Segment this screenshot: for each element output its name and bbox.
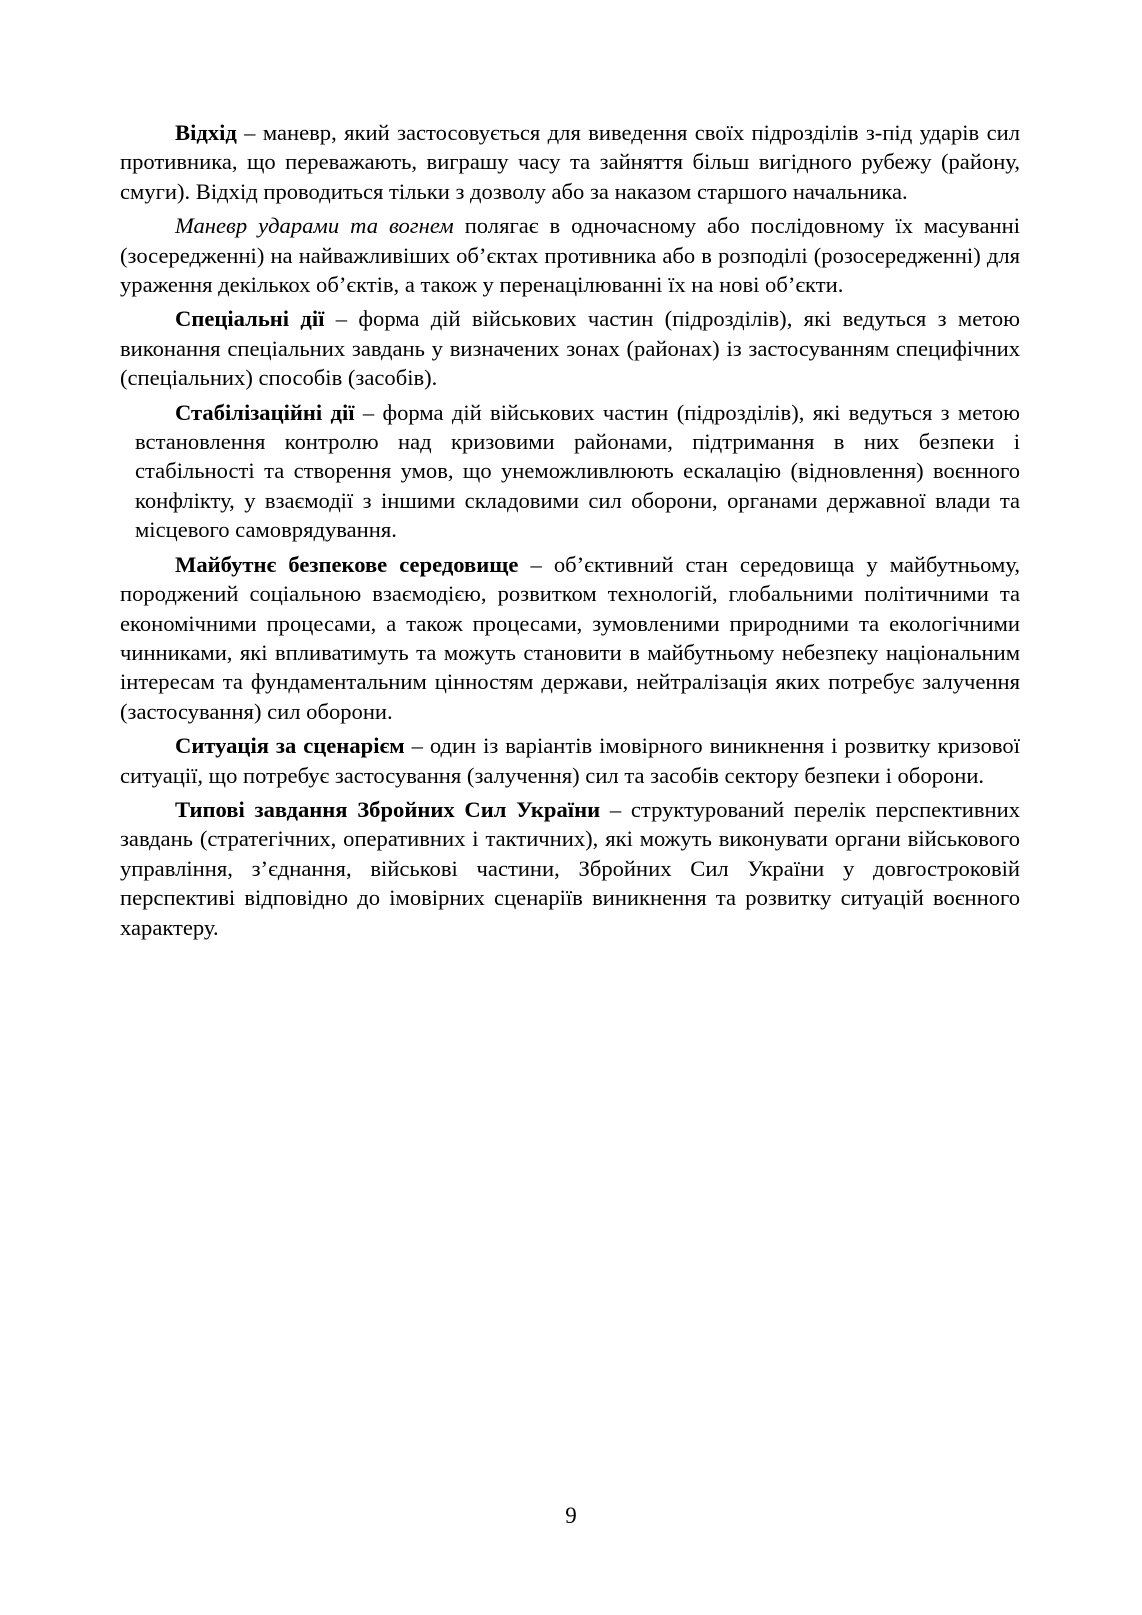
term-typical-tasks: Типові завдання Збройних Сил України — [175, 796, 601, 822]
term-future-security-environment: Майбутнє безпекове середовище — [175, 551, 519, 577]
document-page — [120, 118, 1020, 1558]
term-stabilization-actions: Стабілізаційні дії — [175, 399, 355, 425]
term-retreat: Відхід — [175, 120, 237, 145]
definition-special-actions: – форма дій військових частин (підрозділів), які ведуться з метою виконання спеціальних завдань у визначених зонах (районах) із застосуванням специфічних (спеціальних) способів (засобів). — [120, 306, 1020, 391]
term-special-actions: Спеціальні дії — [175, 306, 325, 332]
term-scenario-situation: Ситуація за сценарієм — [175, 733, 405, 759]
definition-future-security-environment: – об’єктивний стан середовища у майбутньому, породжений соціальною взаємодією, розвитком технологій, глобальними політичними та економічними процесами, а також процесами, зумовленими природними та екологічними чинниками, які впливатимуть та можуть становити в майбутньому небезпеку національним інтересам та фундаментальним цінностям держави, нейтралізація яких потребує залучення (застосування) сил оборони. — [120, 551, 1021, 724]
paragraph-future-security-environment — [120, 550, 1020, 726]
definition-typical-tasks: – структурований перелік перспективних завдань (стратегічних, оперативних і тактичних), які можуть виконувати органи військового управління, з’єднання, військові частини, Збройних Сил України у довгостроковій перспективі відповідно до імовірних сценаріїв виникнення та розвитку ситуацій воєнного характеру. — [120, 796, 1021, 940]
definition-maneuver-fire: полягає в одночасному або послідовному їх масуванні (зосередженні) на найважливіших об’єктах противника або в розподілі (розосередженні) для ураження декількох об’єктів, а також у перенацілюванні їх на нові об’єкти. — [120, 213, 1020, 298]
paragraph-maneuver-fire — [120, 211, 1020, 299]
paragraph-stabilization-actions — [120, 398, 1020, 545]
paragraph-special-actions — [120, 304, 1020, 392]
paragraph-scenario-situation — [120, 731, 1020, 790]
definition-scenario-situation: – один із варіантів імовірного виникнення і розвитку кризової ситуації, що потребує застосування (залучення) сил та засобів сектору безпеки і оборони. — [120, 733, 1020, 788]
definition-stabilization-actions: – форма дій військових частин (підрозділів), які ведуться з метою встановлення контролю над кризовими районами, підтримання в них безпеки і стабільності та створення умов, що унеможливлюють ескалацію (відновлення) воєнного конфлікту, у взаємодії з іншими складовими сил оборони, органами державної влади та місцевого самоврядування. — [135, 399, 1020, 543]
definition-retreat: – маневр, який застосовується для виведення своїх підрозділів з-під ударів сил противника, що переважають, виграшу часу та зайняття більш вигідного рубежу (району, смуги). Відхід проводиться тільки з дозволу або за наказом старшого начальника. — [120, 120, 1020, 204]
term-maneuver-fire: Маневр ударами та вогнем — [175, 213, 454, 239]
paragraph-retreat — [120, 118, 1020, 206]
page-number: 9 — [565, 1503, 577, 1528]
paragraph-typical-tasks — [120, 795, 1020, 942]
